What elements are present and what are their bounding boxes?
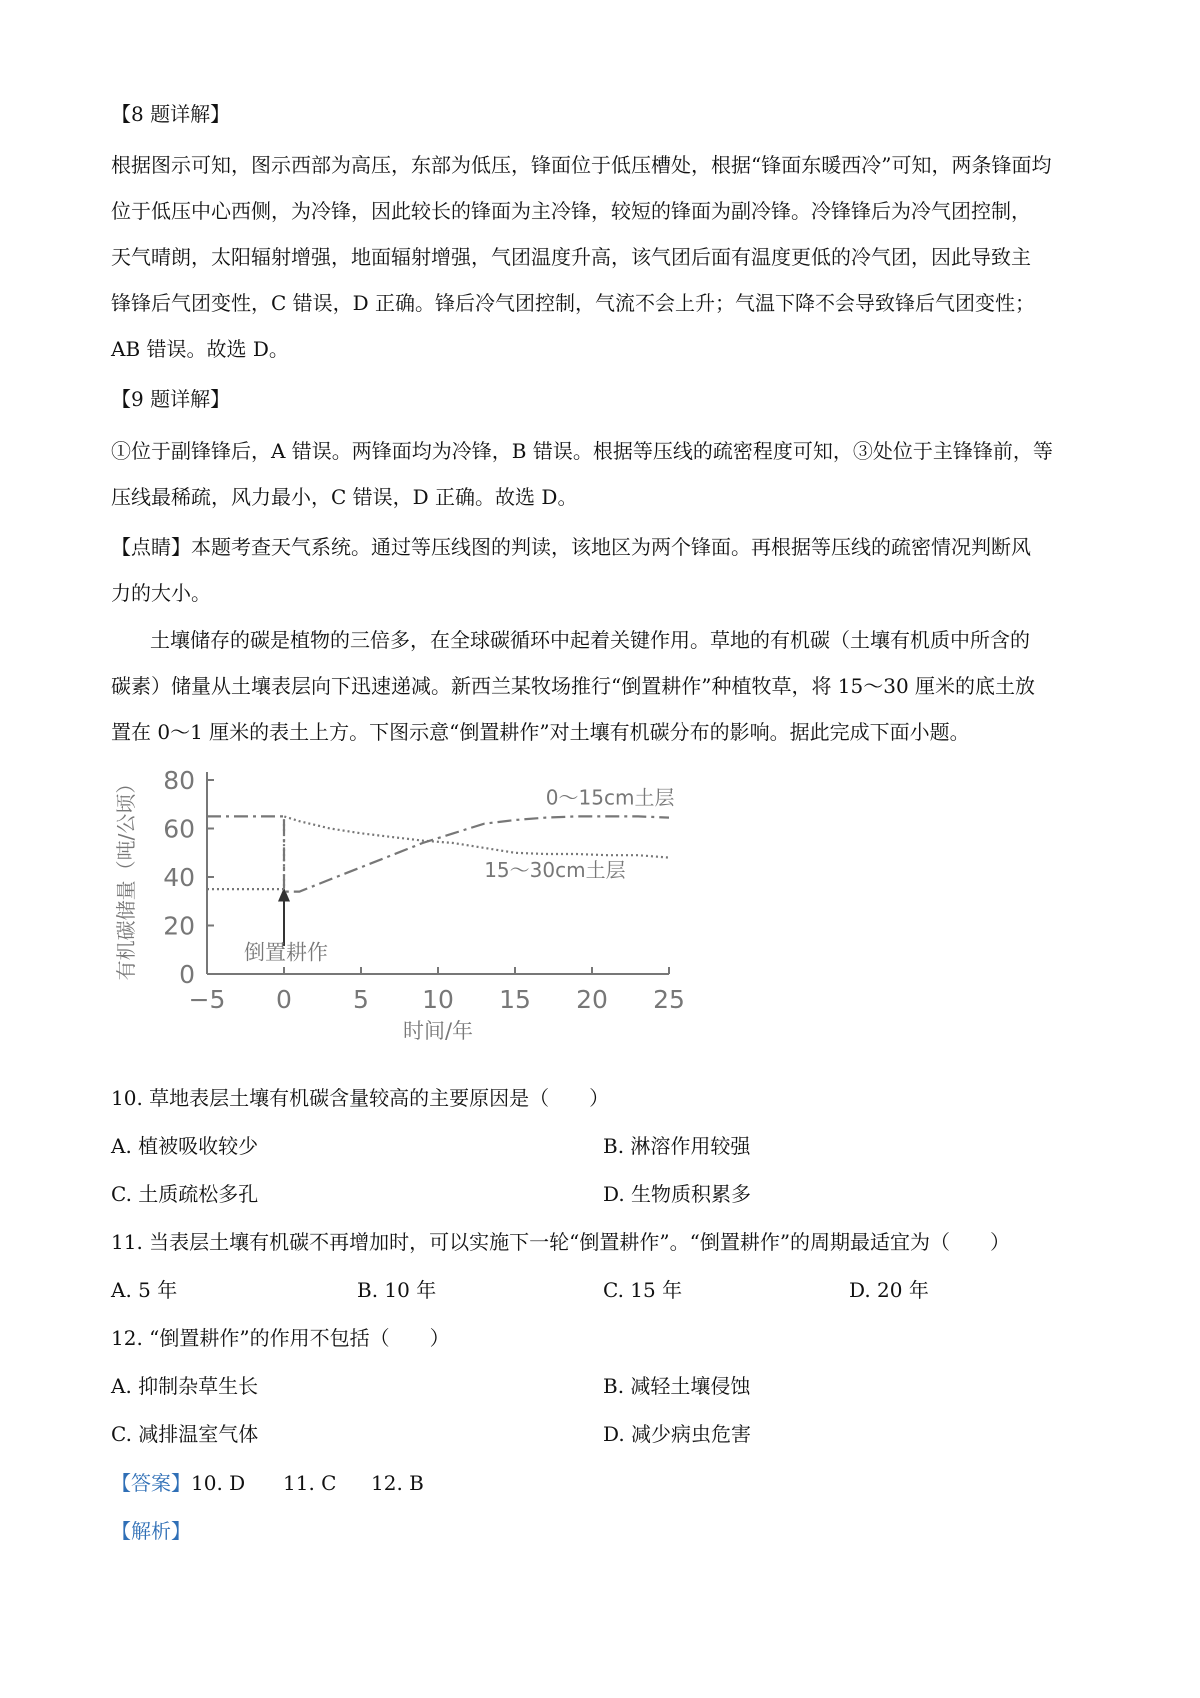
- q12-option-c: C. 减排温室气体: [111, 1422, 259, 1446]
- series-label-0-15cm: 0～15cm土层: [545, 785, 675, 810]
- q11-stem: 11. 当表层土壤有机碳不再增加时，可以实施下一轮“倒置耕作”。“倒置耕作”的周期最适宜为（ ）: [111, 1230, 1011, 1254]
- y-tick-label: 40: [163, 863, 195, 892]
- q9-line-2: 压线最稀疏，风力最小，C 错误，D 正确。故选 D。: [111, 485, 578, 509]
- y-tick-label: 80: [163, 766, 195, 795]
- q12-stem: 12. “倒置耕作”的作用不包括（ ）: [111, 1326, 450, 1350]
- q12-option-d: D. 减少病虫危害: [603, 1422, 752, 1446]
- intro-line-3: 置在 0～1 厘米的表土上方。下图示意“倒置耕作”对土壤有机碳分布的影响。据此完成下面小题。: [111, 720, 970, 744]
- x-tick-label: 0: [276, 985, 292, 1014]
- q11-option-d: D. 20 年: [849, 1278, 929, 1302]
- answer-11: 11. C: [283, 1471, 337, 1495]
- q8-line-3: 天气晴朗，太阳辐射增强，地面辐射增强，气团温度升高，该气团后面有温度更低的冷气团，因此导致主: [111, 245, 1031, 269]
- x-tick-label: 25: [653, 985, 685, 1014]
- q10-stem: 10. 草地表层土壤有机碳含量较高的主要原因是（ ）: [111, 1086, 610, 1110]
- q9-line-1: ①位于副锋锋后，A 错误。两锋面均为冷锋，B 错误。根据等压线的疏密程度可知，③处位于主锋锋前，等: [111, 439, 1053, 463]
- analysis-label: 【解析】: [111, 1519, 191, 1543]
- y-tick-label: 0: [179, 960, 195, 989]
- x-tick-label: 15: [499, 985, 531, 1014]
- dianjing-line-1: 【点睛】本题考查天气系统。通过等压线图的判读，该地区为两个锋面。再根据等压线的疏密情况判断风: [111, 535, 1031, 559]
- q10-option-a: A. 植被吸收较少: [111, 1134, 259, 1158]
- x-axis-label: 时间/年: [402, 1019, 474, 1043]
- intro-line-1: 土壤储存的碳是植物的三倍多，在全球碳循环中起着关键作用。草地的有机碳（土壤有机质中所含的: [150, 628, 1030, 652]
- dianjing-line-2: 力的大小。: [111, 581, 211, 605]
- q10-option-b: B. 淋溶作用较强: [603, 1134, 751, 1158]
- y-tick-label: 20: [163, 911, 195, 941]
- y-axis-label: 有机碳储量（吨/公顷）: [114, 773, 138, 981]
- soil-carbon-chart: [100, 763, 760, 1063]
- x-tick-label: 10: [422, 985, 454, 1014]
- q11-option-b: B. 10 年: [357, 1278, 437, 1302]
- q8-line-4: 锋锋后气团变性，C 错误，D 正确。锋后冷气团控制，气流不会上升；气温下降不会导致锋后气团变性；: [111, 291, 1036, 315]
- q8-line-2: 位于低压中心西侧，为冷锋，因此较长的锋面为主冷锋，较短的锋面为副冷锋。冷锋锋后为冷气团控制，: [111, 199, 1031, 223]
- inversion-annotation: 倒置耕作: [243, 940, 328, 965]
- q8-heading: 【8 题详解】: [111, 102, 231, 126]
- x-tick-label: −5: [188, 985, 226, 1014]
- x-tick-label: 20: [576, 985, 608, 1014]
- q10-option-c: C. 土质疏松多孔: [111, 1182, 259, 1206]
- q12-option-b: B. 减轻土壤侵蚀: [603, 1374, 751, 1398]
- q8-line-5: AB 错误。故选 D。: [111, 337, 289, 361]
- x-tick-label: 5: [353, 985, 369, 1014]
- q11-option-c: C. 15 年: [603, 1278, 683, 1302]
- answer-10: 10. D: [191, 1471, 246, 1495]
- answer-label: 【答案】: [111, 1471, 191, 1495]
- q9-heading: 【9 题详解】: [111, 387, 231, 411]
- q11-option-a: A. 5 年: [111, 1278, 178, 1302]
- q10-option-d: D. 生物质积累多: [603, 1182, 752, 1206]
- series-label-15-30cm: 15～30cm土层: [484, 858, 626, 882]
- answer-12: 12. B: [371, 1471, 424, 1495]
- answer-row: [111, 1469, 245, 1497]
- q8-line-1: 根据图示可知，图示西部为高压，东部为低压，锋面位于低压槽处，根据“锋面东暖西冷”可知，两条锋面均: [111, 153, 1052, 177]
- q12-option-a: A. 抑制杂草生长: [111, 1374, 259, 1398]
- intro-line-2: 碳素）储量从土壤表层向下迅速递减。新西兰某牧场推行“倒置耕作”种植牧草，将 15～30 厘米的底土放: [111, 674, 1036, 698]
- y-tick-label: 60: [163, 814, 195, 844]
